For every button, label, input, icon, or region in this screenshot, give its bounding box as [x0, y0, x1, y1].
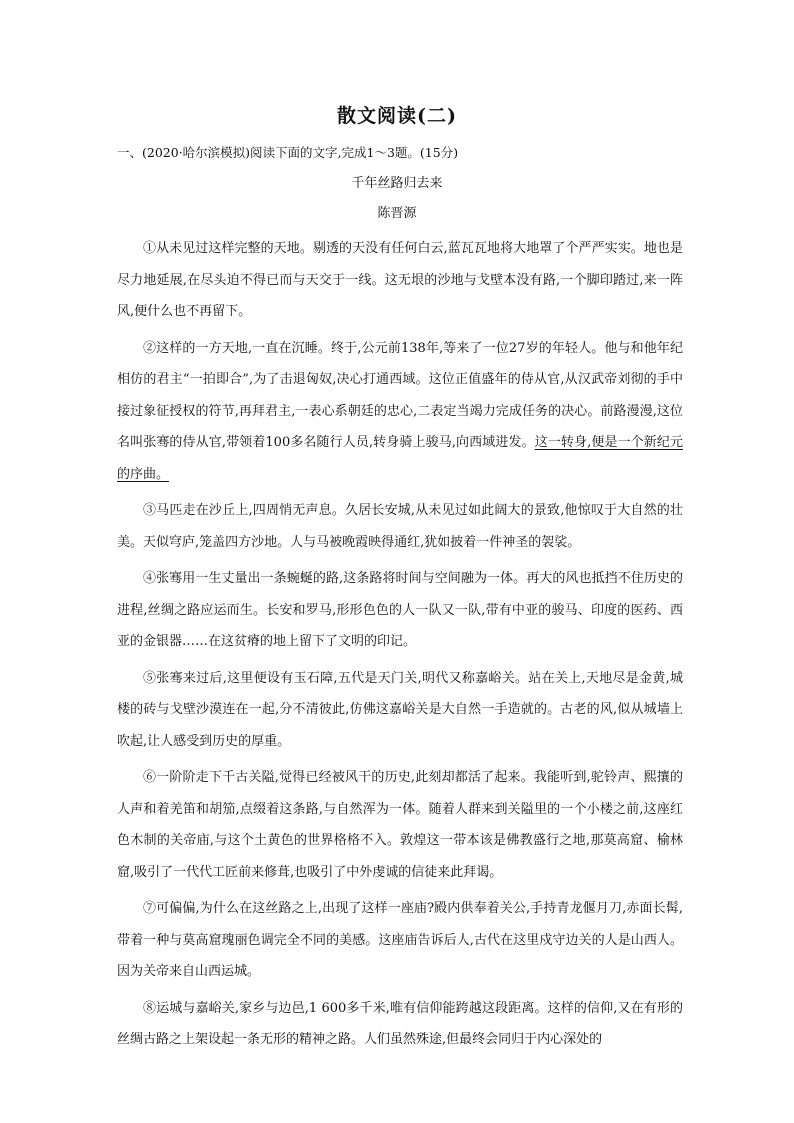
paragraph-4 — [117, 563, 683, 658]
paragraph-8 — [117, 993, 683, 1056]
paragraph-5 — [117, 663, 683, 758]
paragraph-text: ①从未见过这样完整的天地。剔透的天没有任何白云,蓝瓦瓦地将大地罩了个严严实实。地也是尽力地延展,在尽头迫不得已而与天交于一线。这无垠的沙地与戈壁本没有路,一个脚印踏过,来一阵风,便什么也不再留下。 — [117, 241, 683, 319]
paragraph-text: ②这样的一方天地,一直在沉睡。终于,公元前138年,等来了一位27岁的年轻人。他与和他年纪相仿的君主“一拍即合”,为了击退匈奴,决心打通西域。这位正值盛年的侍从官,从汉武帝刘彻的手中接过象征授权的符节,再拜君主,一表心系朝廷的忠心,二表定当竭力完成任务的决心。前路漫漫,这位名叫张骞的侍从官,带领着100多名随行人员,转身骑上骏马,向西域进发。 — [117, 340, 683, 450]
article-author: 陈晋源 — [377, 206, 417, 221]
paragraph-text: ⑥一阶阶走下千古关隘,觉得已经被风干的历史,此刻却都活了起来。我能听到,驼铃声、熙攘的人声和着羌笛和胡笳,点缀着这条路,与自然浑为一体。随着人群来到关隘里的一个小楼之前,这座红色木制的关帝庙,与这个土黄色的世界格格不入。敦煌这一带本该是佛教盛行之地,那莫高窟、榆林窟,吸引了一代代工匠前来修葺,也吸引了中外虔诚的信徒来此拜谒。 — [117, 770, 683, 880]
paragraph-1 — [117, 233, 683, 328]
paragraph-text: ③马匹走在沙丘上,四周悄无声息。久居长安城,从未见过如此阔大的景致,他惊叹于大自然的壮美。天似穹庐,笼盖四方沙地。人与马被晚霞映得通红,犹如披着一件神圣的袈裟。 — [117, 503, 683, 550]
paragraph-text: ⑦可偏偏,为什么在这丝路之上,出现了这样一座庙?殿内供奉着关公,手持青龙偃月刀,赤面长髯,带着一种与莫高窟瑰丽色调完全不同的美感。这座庙告诉后人,古代在这里戍守边关的人是山西人。因为关帝来自山西运城。 — [117, 901, 683, 979]
article-title: 千年丝路归去来 — [351, 176, 443, 191]
paragraph-2 — [117, 333, 683, 491]
paragraph-6 — [117, 762, 683, 888]
article-body — [117, 233, 683, 1061]
underlined-sentence: 这一转身,便是一个新纪元的序曲。 — [117, 435, 683, 482]
paragraph-7 — [117, 893, 683, 988]
paragraph-text: ⑤张骞来过后,这里便设有玉石障,五代是天门关,明代又称嘉峪关。站在关上,天地尽是金黄,城楼的砖与戈壁沙漠连在一起,分不清彼此,仿佛这嘉峪关是大自然一手造就的。古老的风,似从城墙上吹起,让人感受到历史的厚重。 — [117, 670, 683, 749]
paragraph-text: ④张骞用一生丈量出一条蜿蜒的路,这条路将时间与空间融为一体。再大的风也抵挡不住历史的进程,丝绸之路应运而生。长安和罗马,形形色色的人一队又一队,带有中亚的骏马、印度的医药、西亚的金银器……在这贫瘠的地上留下了文明的印记。 — [117, 571, 683, 649]
question-instructions: 一、(2020·哈尔滨模拟)阅读下面的文字,完成1～3题。(15分) — [117, 145, 459, 160]
paragraph-text: ⑧运城与嘉峪关,家乡与边邑,1 600多千米,唯有信仰能跨越这段距离。这样的信仰,又在有形的丝绸古路之上架设起一条无形的精神之路。人们虽然殊途,但最终会同归于内心深处的 — [117, 1000, 683, 1047]
paragraph-3 — [117, 495, 683, 558]
page-title: 散文阅读(二) — [337, 105, 457, 127]
